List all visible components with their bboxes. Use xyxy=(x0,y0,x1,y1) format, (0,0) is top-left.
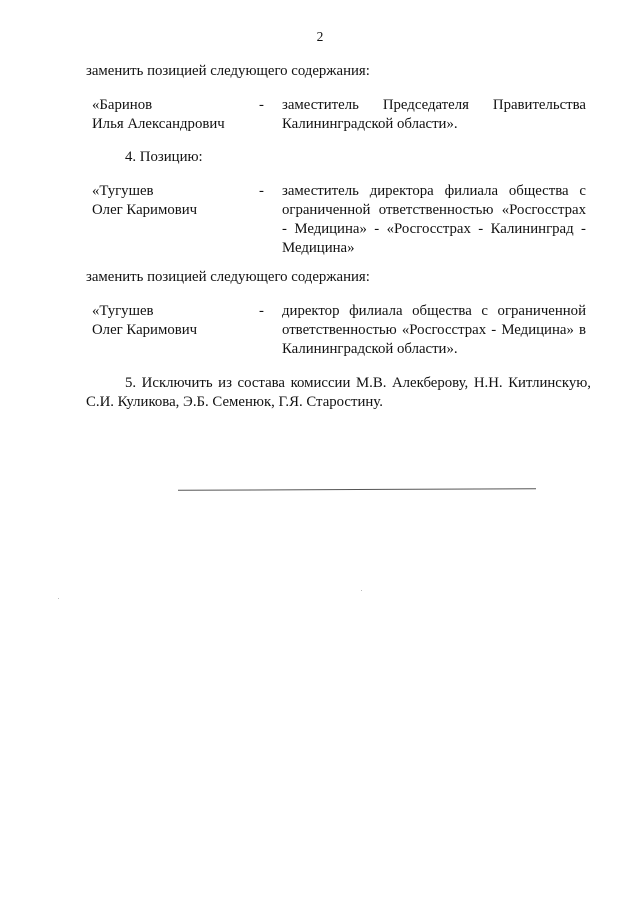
item-5-line: 5. Исключить из состава комиссии М.В. Алекберову, Н.Н. Китлинскую, xyxy=(125,375,591,391)
description-line: ограниченной ответственностью «Росгосстрах xyxy=(282,202,586,218)
replace-intro-1: заменить позицией следующего содержания: xyxy=(86,63,370,79)
description-line: Калининградской области». xyxy=(282,341,458,357)
scan-speck xyxy=(361,590,362,591)
description-line: заместитель Председателя Правительства xyxy=(282,97,586,113)
position-description xyxy=(282,182,586,258)
item-4-heading: 4. Позицию: xyxy=(125,149,203,165)
person-name xyxy=(92,302,252,340)
separator-dash: - xyxy=(259,303,264,319)
person-surname: «Баринов xyxy=(92,97,153,113)
person-given-names: Илья Александрович xyxy=(92,116,225,132)
position-description xyxy=(282,302,586,359)
position-entry-tugushev-new xyxy=(86,302,591,382)
description-line: - Медицина» - «Росгосстрах - Калининград - xyxy=(282,221,586,237)
person-given-names: Олег Каримович xyxy=(92,322,198,338)
person-surname: «Тугушев xyxy=(92,183,154,199)
person-name xyxy=(92,182,252,220)
person-name xyxy=(92,96,252,134)
separator-dash: - xyxy=(259,97,264,113)
item-5-line: С.И. Куликова, Э.Б. Семенюк, Г.Я. Старостину. xyxy=(86,394,383,410)
description-line: заместитель директора филиала общества с xyxy=(282,183,586,199)
person-given-names: Олег Каримович xyxy=(92,202,198,218)
description-line: директор филиала общества с ограниченной xyxy=(282,303,586,319)
replace-intro-2: заменить позицией следующего содержания: xyxy=(86,269,370,285)
separator-dash: - xyxy=(259,183,264,199)
item-5-paragraph xyxy=(86,374,591,412)
description-line: ответственностью «Росгосстрах - Медицина» в xyxy=(282,322,586,338)
person-surname: «Тугушев xyxy=(92,303,154,319)
page-number: 2 xyxy=(316,29,324,44)
position-description xyxy=(282,96,586,134)
scan-speck xyxy=(58,598,59,599)
closing-rule xyxy=(178,488,536,491)
description-line: Медицина» xyxy=(282,240,355,256)
description-line: Калининградской области». xyxy=(282,116,458,132)
position-entry-tugushev-old xyxy=(86,182,591,262)
